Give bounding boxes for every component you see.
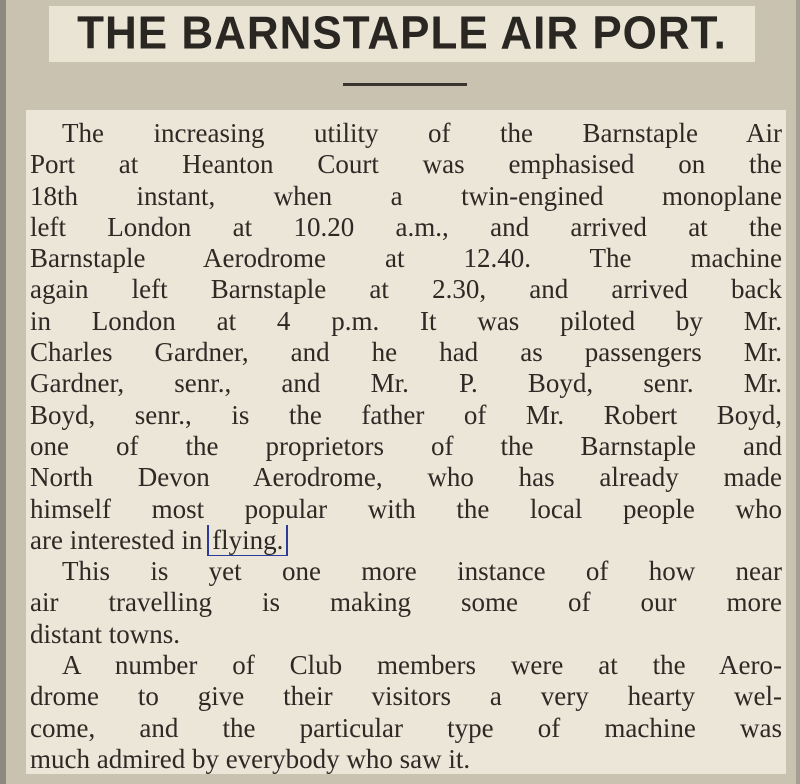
article-line-final xyxy=(26,525,786,556)
article-line: Boyd, senr., is the father of Mr. Robert Boyd, xyxy=(30,399,782,430)
article-line: himself most popular with the local people who xyxy=(30,493,782,524)
article-body xyxy=(26,118,786,775)
article-line: Barnstaple Aerodrome at 12.40. The machine xyxy=(30,243,782,274)
article-line: The increasing utility of the Barnstaple Air xyxy=(62,118,782,148)
article-line: A number of Club members were at the Aero- xyxy=(62,650,782,681)
article-line: drome to give their visitors a very hearty wel- xyxy=(30,681,782,712)
article-line: come, and the particular type of machine was xyxy=(30,712,782,743)
article-line: left London at 10.20 a.m., and arrived at the xyxy=(30,211,782,242)
article-line: Charles Gardner, and he had as passengers Mr. xyxy=(30,337,782,368)
article-line: air travelling is making some of our more xyxy=(30,587,782,618)
headline-strip xyxy=(49,6,755,62)
article-line: North Devon Aerodrome, who has already made xyxy=(30,462,782,493)
article-line: 18th instant, when a twin-engined monoplane xyxy=(30,180,782,211)
article-line: again left Barnstaple at 2.30, and arrived back xyxy=(30,274,782,305)
article-panel xyxy=(26,110,786,774)
headline: THE BARNSTAPLE AIR PORT. xyxy=(77,7,727,60)
article-line: This is yet one more instance of how near xyxy=(62,556,782,587)
article-line: Port at Heanton Court was emphasised on the xyxy=(30,149,782,180)
article-line: one of the proprietors of the Barnstaple and xyxy=(30,430,782,461)
article-line: in London at 4 p.m. It was piloted by Mr. xyxy=(30,305,782,336)
article-line-prefix: are interested in xyxy=(30,524,210,555)
article-line: much admired by everybody who saw it. xyxy=(30,743,471,774)
article-line: distant towns. xyxy=(30,618,181,649)
article-line: Gardner, senr., and Mr. P. Boyd, senr. Mr. xyxy=(30,368,782,399)
highlighted-word: flying. xyxy=(209,525,286,555)
divider-rule xyxy=(343,83,467,86)
